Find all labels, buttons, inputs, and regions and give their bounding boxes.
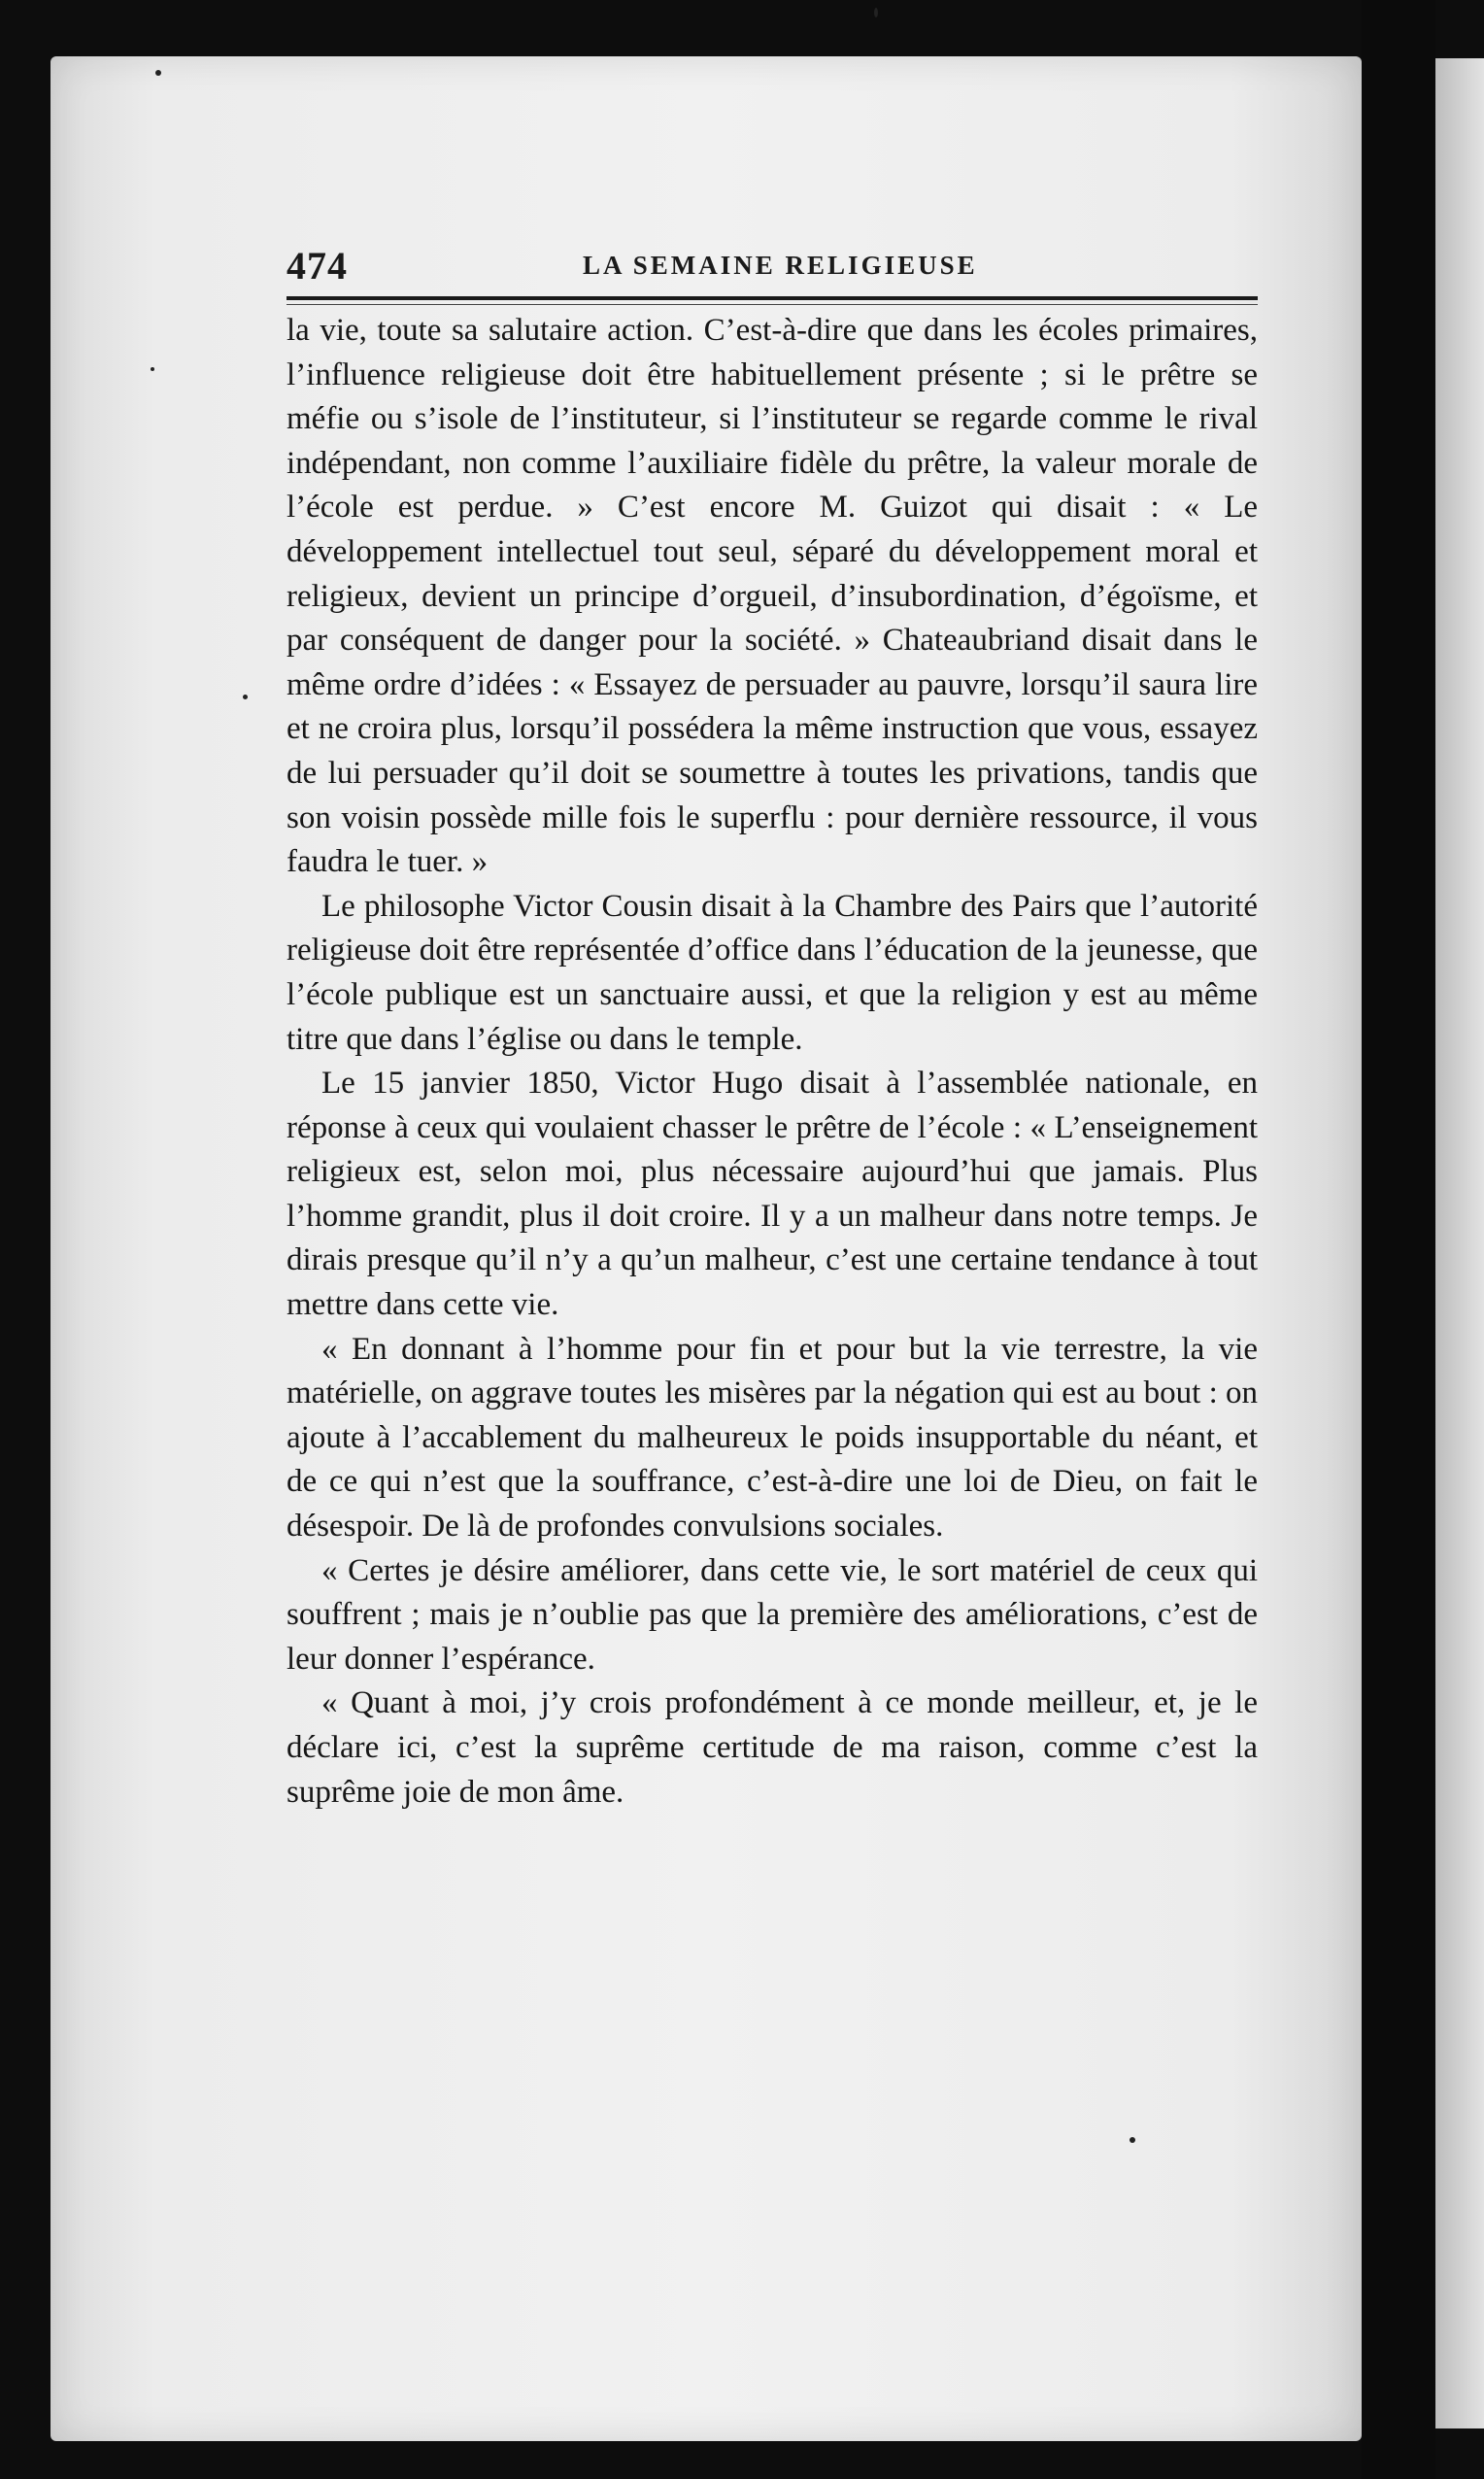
dust-speck (1130, 2137, 1135, 2143)
dust-speck (243, 695, 248, 699)
page-header (287, 243, 1258, 289)
paragraph: la vie, toute sa salutaire action. C’est-à-dire que dans les écoles primaires, l’influence religieuse doit être habituellement présente ; si le prêtre se méfie ou s’isole de l’instituteur, si l’instituteur se regarde comme le rival indépendant, non comme l’auxiliaire fidèle du prêtre, la valeur morale de l’école est perdue. » C’est encore M. Guizot qui disait : « Le développement intellectuel tout seul, séparé du développement moral et religieux, devient un principe d’orgueil, d’insubordination, d’égoïsme, et par conséquent de danger pour la société. » Chateaubriand disait dans le même ordre d’idées : « Essayez de persuader au pauvre, lorsqu’il saura lire et ne croira plus, lorsqu’il possédera la même instruction que vous, essayez de lui persuader qu’il doit se soumettre à toutes les privations, tandis que son voisin possède mille fois le superflu : pour dernière ressource, il vous faudra le tuer. » (287, 313, 1258, 880)
dust-speck (874, 8, 878, 17)
paragraph: « En donnant à l’homme pour fin et pour but la vie terrestre, la vie matérielle, on aggrave toutes les misères par la négation qui est au bout : on ajoute à l’accablement du malheureux le poids insupportable du néant, et de ce qui n’est que la souffrance, c’est-à-dire une loi de Dieu, on fait le désespoir. De là de profondes convulsions sociales. (287, 1331, 1258, 1545)
header-rule (287, 296, 1258, 300)
header-rule-thin (287, 304, 1258, 305)
paragraph: Le 15 janvier 1850, Victor Hugo disait à l’assemblée nationale, en réponse à ceux qui voulaient chasser le prêtre de l’école : « L’enseignement religieux est, selon moi, plus nécessaire aujourd’hui que jamais. Plus l’homme grandit, plus il doit croire. Il y a un malheur dans notre temps. Je dirais presque qu’il n’y a qu’un malheur, c’est une certaine tendance à tout mettre dans cette vie. (287, 1066, 1258, 1323)
dust-speck (151, 367, 154, 371)
paragraph: Le philosophe Victor Cousin disait à la Chambre des Pairs que l’autorité religieuse doit être représentée d’office dans l’éducation de la jeunesse, que l’école publique est un sanctuaire aussi, et que la religion y est au même titre que dans l’église ou dans le temple. (287, 888, 1258, 1057)
dust-speck (155, 70, 161, 76)
facing-page-edge (1435, 58, 1484, 2428)
page-number: 474 (287, 244, 348, 288)
running-head: LA SEMAINE RELIGIEUSE (583, 251, 978, 280)
paragraph: « Quant à moi, j’y crois profondément à ce monde meilleur, et, je le déclare ici, c’est la suprême certitude de ma raison, comme c’est la suprême joie de mon âme. (287, 1685, 1258, 1810)
body-text (287, 309, 1258, 1815)
paragraph: « Certes je désire améliorer, dans cette vie, le sort matériel de ceux qui souffrent ; mais je n’oublie pas que la première des améliorations, c’est de leur donner l’espérance. (287, 1552, 1258, 1677)
page-gutter (1362, 0, 1435, 2479)
